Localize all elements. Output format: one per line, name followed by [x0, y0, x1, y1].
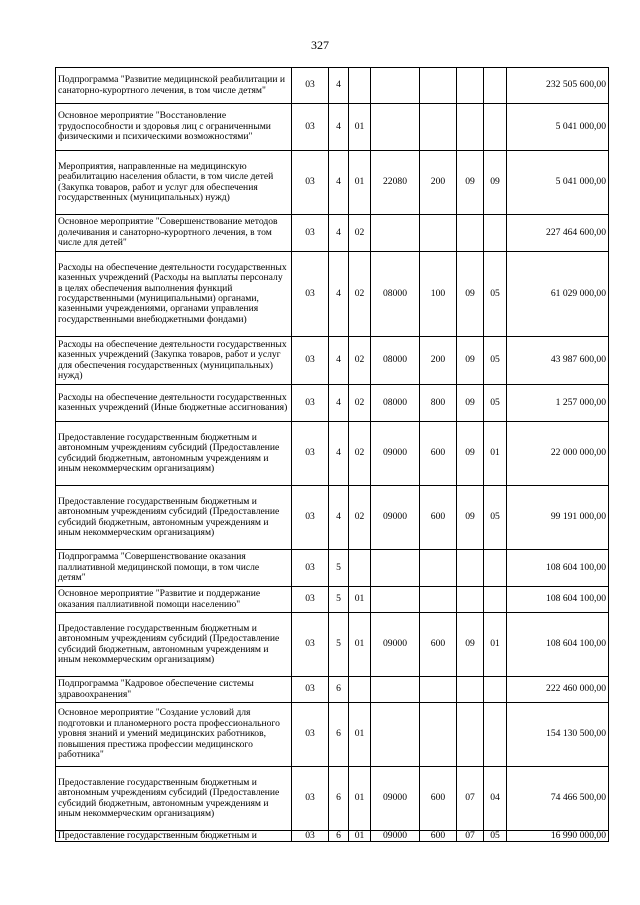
budget-item-name: Подпрограмма "Кадровое обеспечение системы здравоохранения" [56, 677, 292, 703]
activity-code: 01 [349, 587, 371, 613]
program-code: 03 [292, 831, 329, 842]
subprogram-code: 4 [329, 486, 349, 550]
subsection-code [484, 215, 507, 252]
table-row [56, 252, 609, 337]
subsection-code: 05 [484, 337, 507, 385]
subsection-code: 01 [484, 422, 507, 486]
activity-code: 02 [349, 215, 371, 252]
amount: 227 464 600,00 [507, 215, 609, 252]
program-code: 03 [292, 613, 329, 677]
expense-type-code [420, 68, 457, 104]
expense-type-code: 600 [420, 613, 457, 677]
section-code: 07 [457, 831, 484, 842]
expense-type-code: 200 [420, 151, 457, 215]
subprogram-code: 6 [329, 831, 349, 842]
budget-item-name: Расходы на обеспечение деятельности государственных казенных учреждений (Расходы на выплаты персоналу в целях обеспечения выполнения функций государственными (муниципальными) органами, казенными учреждениями, органами управления государственными внебюджетными фондами) [56, 252, 292, 337]
program-code: 03 [292, 587, 329, 613]
section-code: 09 [457, 613, 484, 677]
subsection-code: 05 [484, 486, 507, 550]
activity-code: 02 [349, 422, 371, 486]
subsection-code: 09 [484, 151, 507, 215]
table-row [56, 587, 609, 613]
budget-item-name: Расходы на обеспечение деятельности государственных казенных учреждений (Закупка товаров, работ и услуг для обеспечения государственных (муниципальных) нужд) [56, 337, 292, 385]
activity-code [349, 68, 371, 104]
subprogram-code: 4 [329, 337, 349, 385]
table-row [56, 767, 609, 831]
section-code [457, 68, 484, 104]
amount: 232 505 600,00 [507, 68, 609, 104]
subprogram-code: 6 [329, 767, 349, 831]
activity-code: 01 [349, 151, 371, 215]
section-code [457, 215, 484, 252]
program-code: 03 [292, 252, 329, 337]
table-row [56, 613, 609, 677]
expense-type-code: 600 [420, 486, 457, 550]
expense-type-code: 600 [420, 831, 457, 842]
subprogram-code: 4 [329, 151, 349, 215]
program-code: 03 [292, 385, 329, 422]
activity-code: 01 [349, 104, 371, 151]
program-code: 03 [292, 68, 329, 104]
expense-type-code [420, 550, 457, 587]
budget-item-name: Подпрограмма "Совершенствование оказания паллиативной медицинской помощи, в том числе детям" [56, 550, 292, 587]
amount: 22 000 000,00 [507, 422, 609, 486]
section-code: 09 [457, 337, 484, 385]
direction-code [371, 68, 420, 104]
direction-code [371, 677, 420, 703]
expense-type-code: 600 [420, 767, 457, 831]
subsection-code [484, 550, 507, 587]
section-code: 09 [457, 385, 484, 422]
expense-type-code [420, 677, 457, 703]
table-row [56, 422, 609, 486]
section-code: 09 [457, 422, 484, 486]
activity-code: 01 [349, 613, 371, 677]
subprogram-code: 4 [329, 104, 349, 151]
subprogram-code: 5 [329, 613, 349, 677]
section-code: 09 [457, 151, 484, 215]
table-row [56, 68, 609, 104]
program-code: 03 [292, 550, 329, 587]
expense-type-code: 200 [420, 337, 457, 385]
table-row [56, 486, 609, 550]
amount: 108 604 100,00 [507, 613, 609, 677]
section-code: 09 [457, 486, 484, 550]
budget-item-name: Предоставление государственным бюджетным и автономным учреждениям субсидий (Предоставление субсидий бюджетным, автономным учреждениям и иным некоммерческим организациям) [56, 422, 292, 486]
expense-type-code [420, 703, 457, 767]
activity-code: 02 [349, 385, 371, 422]
direction-code: 09000 [371, 613, 420, 677]
program-code: 03 [292, 422, 329, 486]
amount: 43 987 600,00 [507, 337, 609, 385]
amount: 108 604 100,00 [507, 550, 609, 587]
budget-item-name: Мероприятия, направленные на медицинскую реабилитацию населения области, в том числе детей (Закупка товаров, работ и услуг для обеспечения государственных (муниципальных) нужд) [56, 151, 292, 215]
subprogram-code: 4 [329, 68, 349, 104]
amount: 222 460 000,00 [507, 677, 609, 703]
direction-code [371, 587, 420, 613]
activity-code [349, 550, 371, 587]
activity-code: 01 [349, 703, 371, 767]
expense-type-code: 100 [420, 252, 457, 337]
subsection-code [484, 68, 507, 104]
budget-item-name: Предоставление государственным бюджетным и [56, 831, 292, 842]
direction-code: 08000 [371, 337, 420, 385]
subsection-code [484, 703, 507, 767]
direction-code: 08000 [371, 252, 420, 337]
amount: 74 466 500,00 [507, 767, 609, 831]
subprogram-code: 6 [329, 677, 349, 703]
direction-code: 09000 [371, 767, 420, 831]
subsection-code: 01 [484, 613, 507, 677]
section-code [457, 104, 484, 151]
table-row [56, 677, 609, 703]
budget-item-name: Основное мероприятие "Восстановление трудоспособности и здоровья лиц с ограниченными физическими и психическими возможностями" [56, 104, 292, 151]
expense-type-code [420, 587, 457, 613]
budget-item-name: Основное мероприятие "Создание условий для подготовки и планомерного роста профессионального уровня знаний и умений медицинских работников, повышения престижа профессии медицинского работника" [56, 703, 292, 767]
table-row [56, 215, 609, 252]
budget-item-name: Основное мероприятие "Развитие и поддержание оказания паллиативной помощи населению" [56, 587, 292, 613]
amount: 5 041 000,00 [507, 151, 609, 215]
subprogram-code: 4 [329, 385, 349, 422]
amount: 154 130 500,00 [507, 703, 609, 767]
subprogram-code: 4 [329, 422, 349, 486]
table-row [56, 703, 609, 767]
activity-code [349, 677, 371, 703]
amount: 61 029 000,00 [507, 252, 609, 337]
program-code: 03 [292, 337, 329, 385]
table-row [56, 831, 609, 842]
expense-type-code: 800 [420, 385, 457, 422]
expense-type-code [420, 104, 457, 151]
direction-code [371, 550, 420, 587]
table-row [56, 385, 609, 422]
subsection-code [484, 104, 507, 151]
amount: 108 604 100,00 [507, 587, 609, 613]
section-code: 09 [457, 252, 484, 337]
subsection-code: 05 [484, 385, 507, 422]
table-row [56, 550, 609, 587]
budget-item-name: Предоставление государственным бюджетным и автономным учреждениям субсидий (Предоставление субсидий бюджетным, автономным учреждениям и иным некоммерческим организациям) [56, 613, 292, 677]
table-row [56, 337, 609, 385]
amount: 5 041 000,00 [507, 104, 609, 151]
direction-code [371, 703, 420, 767]
table-row [56, 151, 609, 215]
amount: 1 257 000,00 [507, 385, 609, 422]
amount: 16 990 000,00 [507, 831, 609, 842]
direction-code: 22080 [371, 151, 420, 215]
budget-item-name: Предоставление государственным бюджетным и автономным учреждениям субсидий (Предоставление субсидий бюджетным, автономным учреждениям и иным некоммерческим организациям) [56, 767, 292, 831]
activity-code: 02 [349, 337, 371, 385]
activity-code: 01 [349, 831, 371, 842]
program-code: 03 [292, 486, 329, 550]
subsection-code: 05 [484, 831, 507, 842]
activity-code: 02 [349, 486, 371, 550]
table-row [56, 104, 609, 151]
budget-item-name: Основное мероприятие "Совершенствование методов долечивания и санаторно-курортного лечения, в том числе для детей" [56, 215, 292, 252]
budget-item-name: Подпрограмма "Развитие медицинской реабилитации и санаторно-курортного лечения, в том числе детям" [56, 68, 292, 104]
subprogram-code: 4 [329, 215, 349, 252]
subprogram-code: 5 [329, 587, 349, 613]
direction-code [371, 215, 420, 252]
direction-code: 08000 [371, 385, 420, 422]
page-number: 327 [311, 38, 329, 52]
amount: 99 191 000,00 [507, 486, 609, 550]
expense-type-code [420, 215, 457, 252]
subsection-code: 04 [484, 767, 507, 831]
direction-code: 09000 [371, 486, 420, 550]
subsection-code [484, 587, 507, 613]
activity-code: 02 [349, 252, 371, 337]
direction-code: 09000 [371, 422, 420, 486]
section-code [457, 703, 484, 767]
program-code: 03 [292, 215, 329, 252]
activity-code: 01 [349, 767, 371, 831]
expense-type-code: 600 [420, 422, 457, 486]
subprogram-code: 6 [329, 703, 349, 767]
section-code [457, 677, 484, 703]
program-code: 03 [292, 677, 329, 703]
budget-table [55, 67, 609, 842]
subsection-code [484, 677, 507, 703]
subprogram-code: 4 [329, 252, 349, 337]
direction-code [371, 104, 420, 151]
program-code: 03 [292, 104, 329, 151]
program-code: 03 [292, 767, 329, 831]
program-code: 03 [292, 703, 329, 767]
budget-item-name: Расходы на обеспечение деятельности государственных казенных учреждений (Иные бюджетные ассигнования) [56, 385, 292, 422]
subprogram-code: 5 [329, 550, 349, 587]
direction-code: 09000 [371, 831, 420, 842]
section-code [457, 550, 484, 587]
section-code: 07 [457, 767, 484, 831]
budget-item-name: Предоставление государственным бюджетным и автономным учреждениям субсидий (Предоставление субсидий бюджетным, автономным учреждениям и иным некоммерческим организациям) [56, 486, 292, 550]
section-code [457, 587, 484, 613]
program-code: 03 [292, 151, 329, 215]
subsection-code: 05 [484, 252, 507, 337]
